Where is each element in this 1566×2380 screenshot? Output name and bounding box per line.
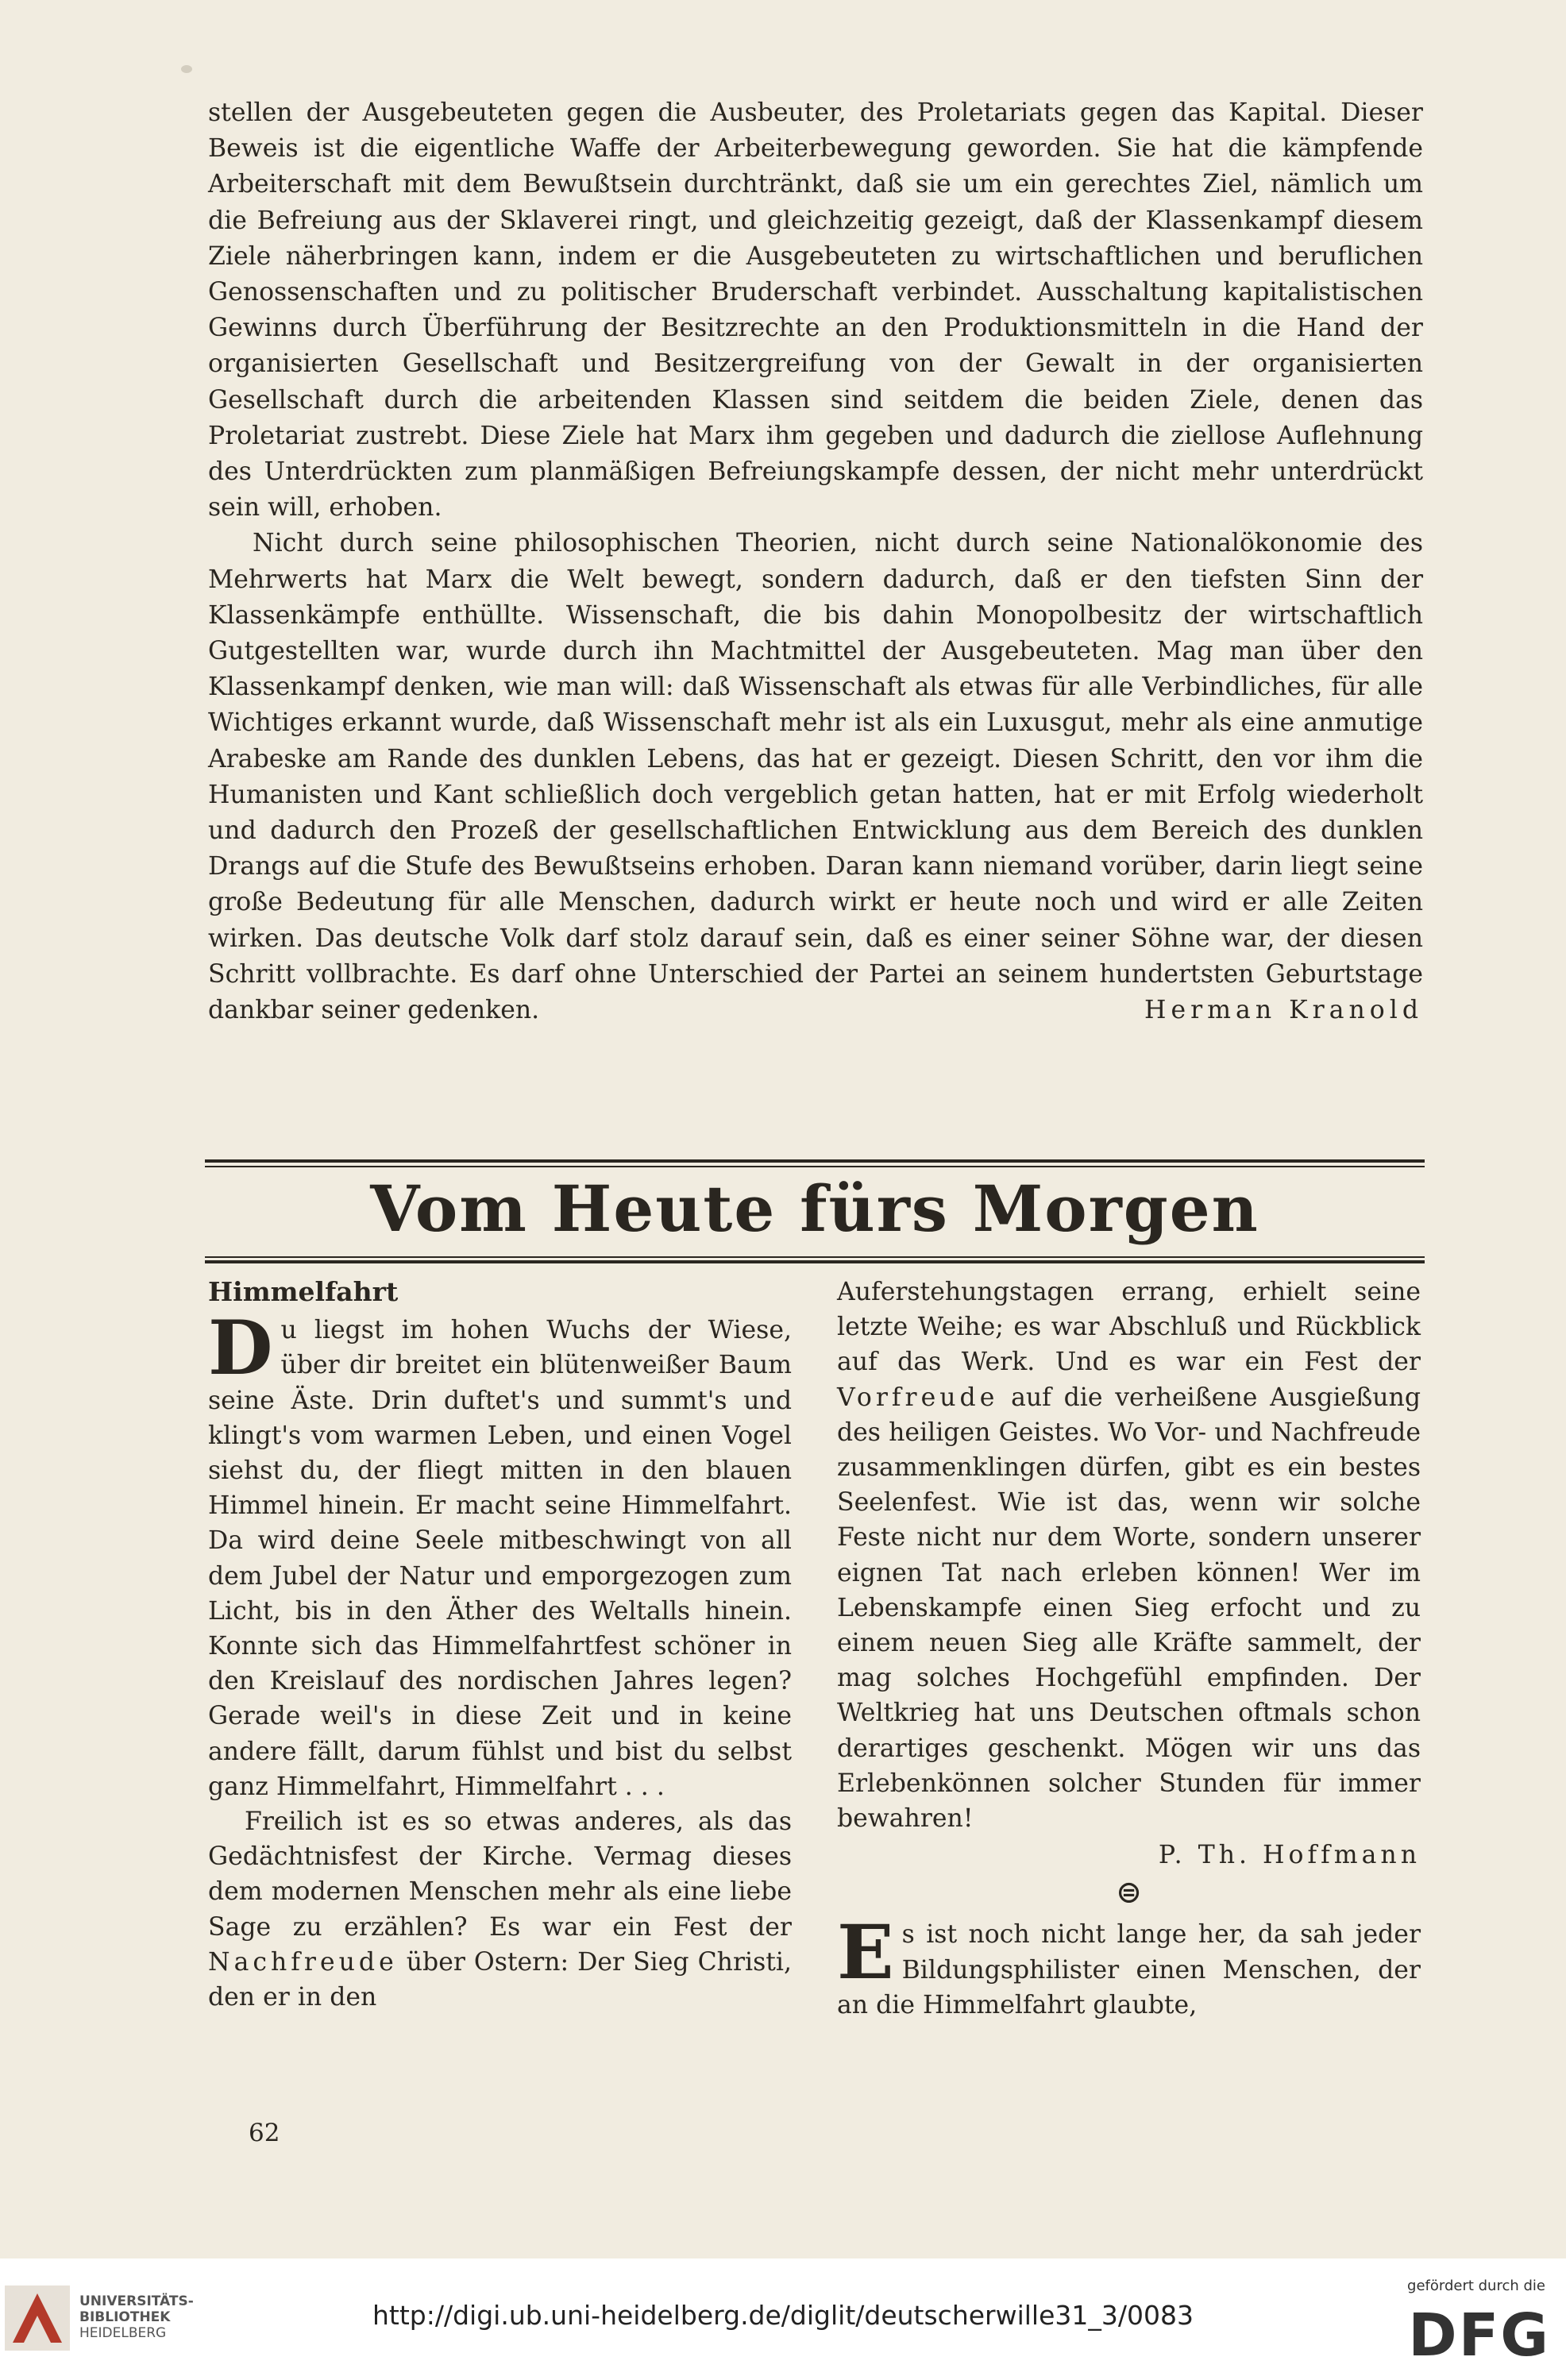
- author-signature: P. Th. Hoffmann: [1158, 1841, 1421, 1870]
- author-signature: Herman Kranold: [1144, 996, 1423, 1025]
- section-rule-thin: [205, 1256, 1425, 1258]
- section-title: Vom Heute fürs Morgen: [370, 1171, 1259, 1246]
- page-number: 62: [249, 2119, 280, 2147]
- column-paragraph: [208, 1305, 792, 1804]
- viewer-footer: [0, 2258, 1566, 2380]
- column-paragraph-text: auf die verheißene Ausgießung des heiligen Geistes. Wo Vor- und Nachfreude zusammenklingen dürfen, gibt es ein bestes Seelenfest. Wie ist das, wenn wir solche Feste nicht nur dem Worte, sondern unserer eignen Tat nach erleben können! Wer im Lebenskampfe einen Sieg erfocht und zu einem neuen Sieg alle Kräfte sammelt, der mag solches Hochgefühl empfinden. Der Weltkrieg hat uns Deutschen oftmals schon derartiges geschenkt. Mögen wir uns das Erlebenkönnen solcher Stunden für immer bewahren!: [837, 1383, 1421, 1834]
- column-paragraph-text: u liegst im hohen Wuchs der Wiese, über dir breitet ein blütenweißer Baum seine Äste. Drin duftet's und summt's und klingt's vom warmen Leben, und einen Vogel siehst du, der fliegt mitten in den blauen Himmel hinein. Er macht seine Himmelfahrt. Da wird deine Seele mitbeschwingt von all dem Jubel der Natur und emporgezogen zum Licht, bis in den Äther des Weltalls hinein. Konnte sich das Himmelfahrtfest schöner in den Kreislauf des nordischen Jahres legen? Gerade weil's in diese Zeit und in keine andere fällt, darum fühlst und bist du selbst ganz Himmelfahrt, Himmelfahrt . . .: [208, 1316, 792, 1801]
- column-paragraph-text: s ist noch nicht lange her, da sah jeder Bildungsphilister einen Menschen, der an die Himmelfahrt glaubte,: [837, 1920, 1421, 2019]
- right-column: [837, 1275, 1421, 2023]
- section-rule-thick: [205, 1260, 1425, 1263]
- column-paragraph: [837, 1909, 1421, 2023]
- article-paragraph-text: Nicht durch seine philosophischen Theorien, nicht durch seine Nationalökonomie des Mehrwerts hat Marx die Welt bewegt, sondern dadurch, daß er den tiefsten Sinn der Klassenkämpfe enthüllte. Wissenschaft, die bis dahin Monopolbesitz der wirtschaftlich Gutgestellten war, wurde durch ihn Machtmittel der Ausgebeuteten. Mag man über den Klassenkampf denken, wie man will: daß Wissenschaft als etwas für alle Verbindliches, für alle Wichtiges erkannt wurde, daß Wissenschaft mehr ist als ein Luxusgut, mehr als eine anmutige Arabeske am Rande des dunklen Lebens, das hat er gezeigt. Diesen Schritt, den vor ihm die Humanisten und Kant schließlich doch vergeblich getan hatten, hat er mit Erfolg wiederholt und dadurch den Prozeß der gesellschaftlichen Entwicklung aus dem Bereich des dunklen Drangs auf die Stufe des Bewußtseins erhoben. Daran kann niemand vorüber, darin liegt seine große Bedeutung für alle Menschen, dadurch wirkt er heute noch und wird er alle Zeiten wirken. Das deutsche Volk darf stolz darauf sein, daß es einer seiner Söhne war, der diesen Schritt vollbrachte. Es darf ohne Unterschied der Partei an seinem hundertsten Geburtstage dankbar seiner gedenken.: [208, 529, 1423, 1025]
- left-column: [208, 1275, 792, 2015]
- funding-label: gefördert durch die: [1407, 2278, 1545, 2294]
- article-subtitle: Himmelfahrt: [208, 1276, 399, 1307]
- article-paragraph: stellen der Ausgebeuteten gegen die Ausbeuter, des Proletariats gegen das Kapital. Dieser Beweis ist die eigentliche Waffe der Arbeiterbewegung geworden. Sie hat die kämpfende Arbeiterschaft mit dem Bewußtsein durchtränkt, daß sie um ein gerechtes Ziel, nämlich um die Befreiung aus der Sklaverei ringt, und gleichzeitig gezeigt, daß der Klassenkampf diesem Ziele näherbringen kann, indem er die Ausgebeuteten zu wirtschaftlichen und beruflichen Genossenschaften und zu politischer Bruderschaft verbindet. Ausschaltung kapitalistischen Gewinns durch Überführung der Besitzrechte an den Produktionsmitteln in die Hand der organisierten Gesellschaft und Besitzergreifung von der Gewalt in der organisierten Gesellschaft durch die arbeitenden Klassen sind seitdem die beiden Ziele, denen das Proletariat zustrebt. Diese Ziele hat Marx ihm gegeben und dadurch die ziellose Auflehnung des Unterdrückten zum planmäßigen Befreiungskampfe dessen, der nicht mehr unterdrückt sein will, erhoben.: [208, 98, 1423, 523]
- spaced-emphasis: Vorfreude: [837, 1383, 999, 1412]
- article-continuation: [208, 95, 1423, 1028]
- drop-cap: D: [208, 1305, 273, 1393]
- paper-speck: [181, 65, 192, 73]
- dfg-logo: DFG: [1408, 2301, 1550, 2370]
- section-rule-thin: [205, 1166, 1425, 1167]
- drop-cap: E: [837, 1909, 894, 1997]
- library-name-line: UNIVERSITÄTS-: [79, 2293, 194, 2309]
- article-paragraph: [208, 526, 1423, 1028]
- source-url-link[interactable]: http://digi.ub.uni-heidelberg.de/diglit/deutscherwille31_3/0083: [372, 2300, 1194, 2331]
- library-name-line: BIBLIOTHEK: [79, 2309, 171, 2325]
- section-rule-thick: [205, 1159, 1425, 1163]
- column-paragraph: [837, 1275, 1421, 1836]
- ornament-icon: ⊜: [1115, 1874, 1143, 1911]
- column-paragraph-text: Auferstehungstagen errang, erhielt seine letzte Weihe; es war Abschluß und Rückblick auf das Werk. Und es war ein Fest der: [837, 1278, 1421, 1377]
- spaced-emphasis: Nachfreude: [208, 1947, 398, 1977]
- library-name-line: HEIDELBERG: [79, 2325, 167, 2341]
- column-paragraph-text: über Ostern: Der Sieg Christi, den er in den: [208, 1947, 792, 2012]
- column-paragraph-text: Freilich ist es so etwas anderes, als das Gedächtnisfest der Kirche. Vermag dieses dem modernen Menschen mehr als eine liebe Sage zu erzählen? Es war ein Fest der: [208, 1807, 792, 1942]
- column-paragraph: [208, 1804, 792, 2015]
